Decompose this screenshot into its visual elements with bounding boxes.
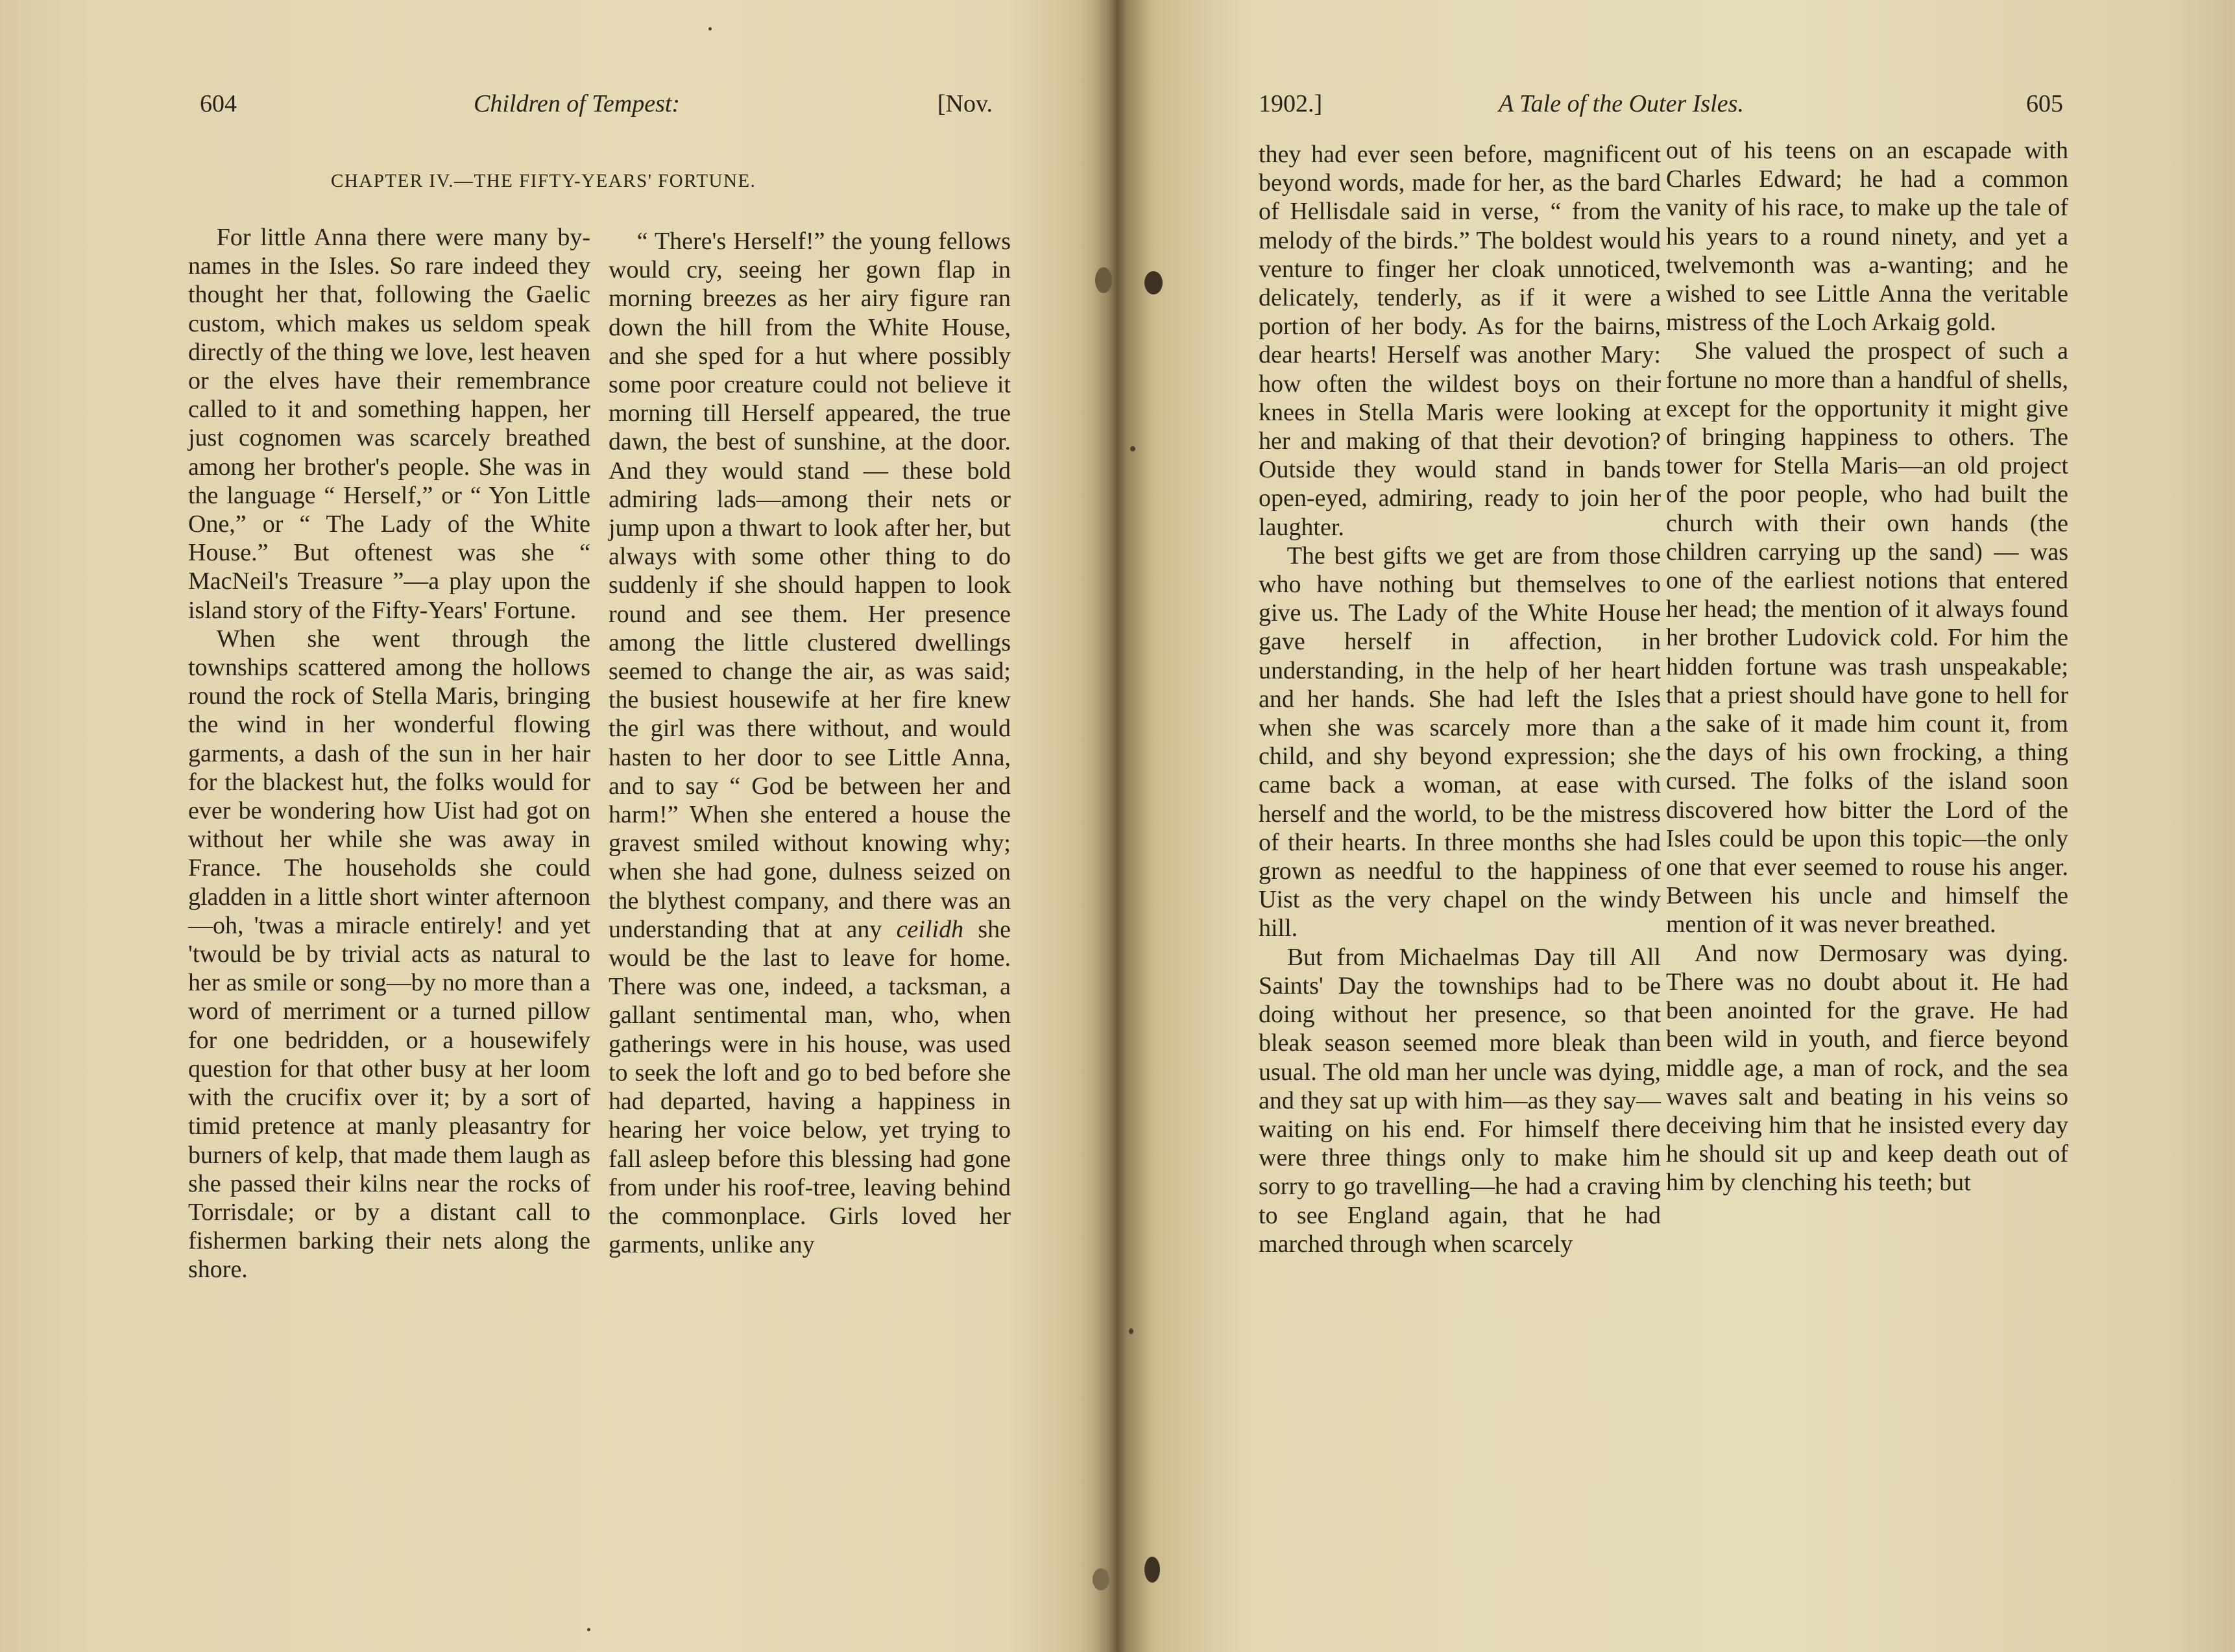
chapter-heading: CHAPTER IV.—THE FIFTY-YEARS' FORTUNE. <box>331 171 756 191</box>
paragraph: And now Dermosary was dying. There was no doubt about it. He had been anointed for the grave. He had been wild in youth, and fierce beyond middle age, a man of rock, and the sea waves salt and beating in his veins so deceiving him that he insisted every day he should sit up and keep death out of him by clenching his teeth; but <box>1666 939 2068 1197</box>
paragraph: She valued the prospect of such a fortune no more than a handful of shells, except for the opportunity it might give of bringing happiness to others. The tower for Stella Maris—an old project of the poor people, who had built the church with their own hands (the children carrying up the sand) — was one of the earliest notions that entered her head; the mention of it always found her brother Ludovick cold. For him the hidden fortune was trash unspeakable; that a priest should have gone to hell for the sake of it made him count it, from the days of his own frocking, a thing cursed. The folks of the island soon discovered how bitter the Lord of the Isles could be upon this topic—the only one that ever seemed to rouse his anger. Between his uncle and himself the mention of it was never breathed. <box>1666 337 2068 939</box>
left-column-2 <box>609 227 1011 1259</box>
left-date-mark: [Nov. <box>937 90 993 117</box>
paragraph: For little Anna there were many by-names in the Isles. So rare indeed they thought her that, following the Gaelic custom, which makes us seldom speak directly of the thing we love, lest heaven or the elves have their remembrance called to it and something happen, her just cognomen was scarcely breathed among her brother's people. She was in the language “ Herself,” or “ Yon Little One,” or “ The Lady of the White House.” But oftenest was she “ MacNeil's Treasure ”—a play upon the island story of the Fifty-Years' Fortune. <box>188 224 590 624</box>
left-page-number: 604 <box>200 90 237 117</box>
binding-stitch <box>1144 1557 1160 1583</box>
paper-speck <box>1130 446 1135 451</box>
right-page-number: 605 <box>2026 90 2063 117</box>
paragraph <box>609 227 1011 1259</box>
right-column-2 <box>1666 136 2068 1197</box>
paper-speck <box>708 27 712 30</box>
paragraph: But from Michaelmas Day till All Saints' Day the townships had to be doing without her presence, so that bleak season seemed more bleak than usual. The old man her uncle was dying, and they sat up with him—as they say—waiting on his end. For himself there were three things only to make him sorry to go travelling—he had a craving to see England again, that he had marched through when scarcely <box>1259 943 1661 1258</box>
left-column-1 <box>188 223 590 1284</box>
right-running-head <box>1259 90 2063 122</box>
paragraph: The best gifts we get are from those who have nothing but themselves to give us. The Lady of the White House gave herself in affection, in understanding, in the help of her heart and her hands. She had left the Isles when she was scarcely more than a child, and shy beyond expression; she came back a woman, at ease with herself and the world, to be the mistress of their hearts. In three months she had grown as needful to the happiness of Uist as the very chapel on the windy hill. <box>1259 542 1661 942</box>
paper-speck <box>587 1628 590 1631</box>
text-run: “ There's Herself!” the young fellows would cry, seeing her gown flap in morning breezes as her airy figure ran down the hill from the White House, and she sped for a hut where possibly some poor creature could not believe it morning till Herself appeared, the true dawn, the best of sunshine, at the door. And they would stand — these bold admiring lads—among their nets or jump upon a thwart to look after her, but always with some other thing to do suddenly if she should happen to look round and see them. Her presence among the little clustered dwellings seemed to change the air, as was said; the busiest housewife at her fire knew the girl was there without, and would hasten to her door to see Little Anna, and to say “ God be between her and harm!” When she entered a house the gravest smiled without knowing why; when she had gone, dulness seized on the blythest company, and there was an understanding that at any <box>609 228 1011 943</box>
paragraph: When she went through the townships scattered among the hollows round the rock of Stella Maris, bringing the wind in her wonderful flowing garments, a dash of the sun in her hair for the blackest hut, the folks would for ever be wondering how Uist had got on without her while she was away in France. The households she could gladden in a little short winter afternoon—oh, 'twas a miracle entirely! and yet 'twould be by trivial acts as natural to her as smile or song—by no more than a word of merriment or a turned pillow for one bedridden, or a housewifely question for that other busy at her loom with the crucifix over it; by a sort of timid pretence at manly pleasantry for burners of kelp, that made them laugh as she passed their kilns near the rocks of Torrisdale; or by a distant call to fishermen barking their nets along the shore. <box>188 625 590 1284</box>
italic-word: ceilidh <box>896 915 964 943</box>
right-column-1 <box>1259 140 1661 1258</box>
left-running-head <box>188 90 993 122</box>
paragraph: out of his teens on an escapade with Charles Edward; he had a common vanity of his race, to make up the tale of his years to a round ninety, and yet a twelvemonth was a-wanting; and he wished to see Little Anna the veritable mistress of the Loch Arkaig gold. <box>1666 137 2068 337</box>
right-running-title: A Tale of the Outer Isles. <box>1499 90 1744 117</box>
left-running-title: Children of Tempest: <box>474 90 681 117</box>
binding-stitch <box>1093 1568 1109 1590</box>
paper-speck <box>1129 1328 1133 1334</box>
binding-stitch <box>1095 267 1112 293</box>
text-run: she would be the last to leave for home. There was one, indeed, a tacksman, a gallant sentimental man, who, when gatherings were in his house, was used to seek the loft and go to bed before she had departed, having a happiness in hearing her voice below, yet trying to fall asleep before this blessing had gone from under his roof-tree, leaving behind the commonplace. Girls loved her garments, unlike any <box>609 915 1011 1259</box>
binding-stitch <box>1144 271 1163 294</box>
paragraph: they had ever seen before, magnificent beyond words, made for her, as the bard of Hellisdale said in verse, “ from the melody of the birds.” The boldest would venture to finger her cloak unnoticed, delicately, tenderly, as if it were a portion of her body. As for the bairns, dear hearts! Herself was another Mary: how often the wildest boys on their knees in Stella Maris were looking at her and making of that their devotion? Outside they would stand in bands open-eyed, admiring, ready to join her laughter. <box>1259 141 1661 541</box>
book-gutter <box>1077 0 1155 1652</box>
right-date-mark: 1902.] <box>1259 90 1323 117</box>
